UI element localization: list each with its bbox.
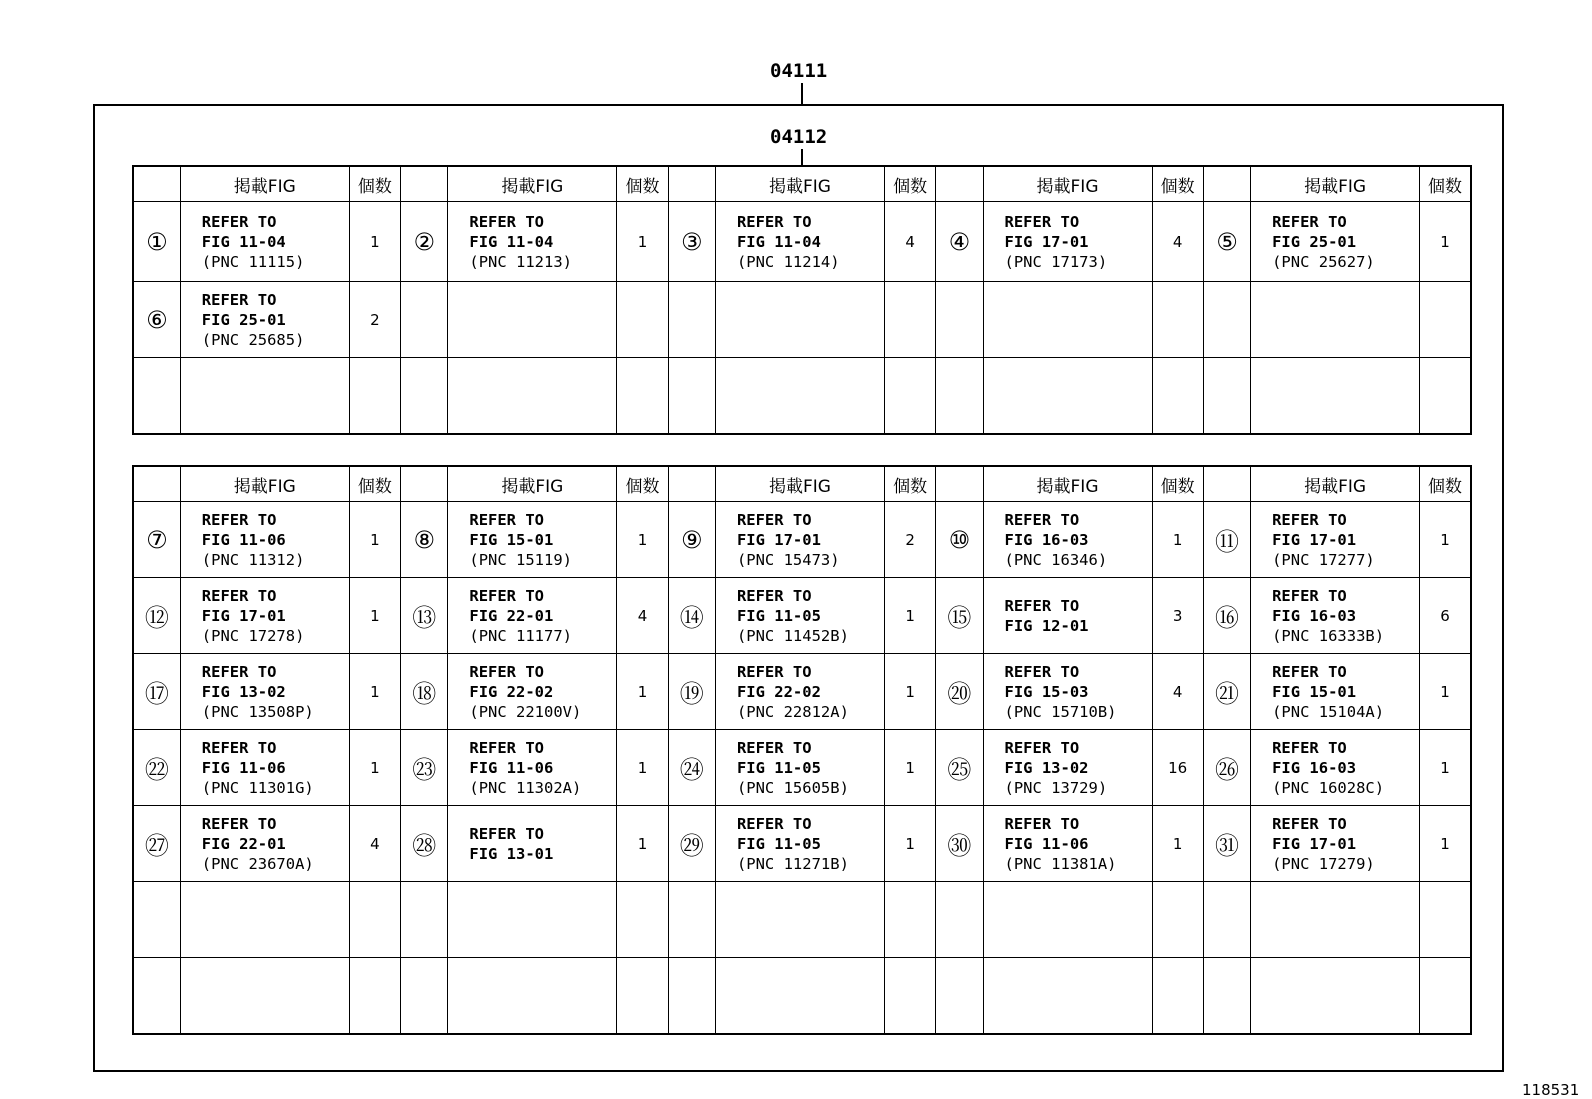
header-num-cell xyxy=(133,166,180,202)
pnc-number: (PNC 25627) xyxy=(1272,252,1375,271)
item-number: ① xyxy=(133,202,180,282)
pnc-number: (PNC 13508P) xyxy=(201,702,314,721)
quantity xyxy=(1420,358,1471,435)
quantity: 1 xyxy=(1152,806,1203,882)
quantity: 1 xyxy=(1420,202,1471,282)
fig-number: FIG 15-01 xyxy=(1272,682,1357,701)
item-number xyxy=(936,958,983,1035)
quantity xyxy=(884,958,935,1035)
item-number: ⑭ xyxy=(668,578,715,654)
item-number: ㉔ xyxy=(668,730,715,806)
fig-reference xyxy=(1251,806,1420,882)
refer-label: REFER TO xyxy=(201,510,277,529)
pnc-number: (PNC 13729) xyxy=(1004,778,1108,797)
header-qty-cell: 個数 xyxy=(1420,466,1471,502)
refer-label: REFER TO xyxy=(736,738,812,757)
header-num-cell xyxy=(1203,466,1250,502)
quantity: 1 xyxy=(884,806,935,882)
item-number: ㉚ xyxy=(936,806,983,882)
item-number: ⑦ xyxy=(133,502,180,578)
quantity xyxy=(349,882,400,958)
header-num-cell xyxy=(936,166,983,202)
item-number xyxy=(133,958,180,1035)
refer-label: REFER TO xyxy=(1004,596,1080,615)
quantity xyxy=(617,958,668,1035)
header-qty-cell: 個数 xyxy=(617,166,668,202)
refer-label: REFER TO xyxy=(201,662,277,681)
refer-label: REFER TO xyxy=(201,586,277,605)
fig-reference xyxy=(715,282,884,358)
fig-number: FIG 11-06 xyxy=(201,758,286,777)
item-number: ⑧ xyxy=(401,502,448,578)
quantity xyxy=(1152,958,1203,1035)
fig-number: FIG 11-04 xyxy=(201,232,286,251)
fig-reference xyxy=(180,502,349,578)
header-fig-cell: 掲載FIG xyxy=(448,466,617,502)
fig-number: FIG 13-01 xyxy=(469,844,554,863)
item-number xyxy=(936,358,983,435)
quantity: 1 xyxy=(1152,502,1203,578)
refer-label: REFER TO xyxy=(201,738,277,757)
pnc-number: (PNC 15119) xyxy=(469,550,573,569)
pnc-number: (PNC 22812A) xyxy=(736,702,849,721)
quantity: 1 xyxy=(349,730,400,806)
pnc-number: (PNC 11452B) xyxy=(736,626,849,645)
header-qty-cell: 個数 xyxy=(884,466,935,502)
header-qty-cell: 個数 xyxy=(349,166,400,202)
table-row xyxy=(133,358,1471,435)
refer-label: REFER TO xyxy=(201,814,277,833)
quantity: 4 xyxy=(617,578,668,654)
quantity xyxy=(884,882,935,958)
header-num-cell xyxy=(1203,166,1250,202)
pnc-number: (PNC 11312) xyxy=(201,550,305,569)
fig-reference xyxy=(180,806,349,882)
fig-reference xyxy=(448,806,617,882)
pnc-number: (PNC 11177) xyxy=(469,626,573,645)
fig-number: FIG 11-06 xyxy=(1004,834,1089,853)
quantity xyxy=(617,282,668,358)
table-row xyxy=(133,502,1471,578)
item-number: ⑮ xyxy=(936,578,983,654)
table-row xyxy=(133,654,1471,730)
header-fig-cell: 掲載FIG xyxy=(448,166,617,202)
header-qty-cell: 個数 xyxy=(349,466,400,502)
fig-reference xyxy=(448,654,617,730)
item-number: ⑨ xyxy=(668,502,715,578)
pnc-number: (PNC 15473) xyxy=(736,550,840,569)
item-number: ㉒ xyxy=(133,730,180,806)
item-number: ⑤ xyxy=(1203,202,1250,282)
assembly-label-outer: 04111 xyxy=(770,60,828,82)
image-id-label: 118531 xyxy=(1522,1081,1580,1099)
quantity xyxy=(1420,882,1471,958)
item-number: ④ xyxy=(936,202,983,282)
quantity xyxy=(884,282,935,358)
quantity: 1 xyxy=(1420,502,1471,578)
refer-label: REFER TO xyxy=(736,510,812,529)
fig-number: FIG 15-01 xyxy=(469,530,554,549)
fig-reference xyxy=(715,958,884,1035)
item-number xyxy=(1203,282,1250,358)
item-number xyxy=(668,882,715,958)
fig-reference xyxy=(983,654,1152,730)
fig-number: FIG 11-05 xyxy=(736,758,821,777)
fig-number: FIG 22-01 xyxy=(201,834,286,853)
fig-reference xyxy=(983,202,1152,282)
fig-number: FIG 11-05 xyxy=(736,606,821,625)
item-number xyxy=(668,958,715,1035)
fig-reference xyxy=(180,958,349,1035)
fig-number: FIG 17-01 xyxy=(201,606,286,625)
quantity: 16 xyxy=(1152,730,1203,806)
fig-number: FIG 11-06 xyxy=(469,758,554,777)
table-row xyxy=(133,882,1471,958)
fig-reference xyxy=(180,578,349,654)
fig-number: FIG 22-01 xyxy=(469,606,554,625)
pnc-number: (PNC 22100V) xyxy=(469,702,582,721)
item-number xyxy=(133,882,180,958)
fig-reference xyxy=(1251,578,1420,654)
refer-label: REFER TO xyxy=(736,814,812,833)
refer-label: REFER TO xyxy=(469,212,545,231)
fig-reference xyxy=(1251,282,1420,358)
quantity: 1 xyxy=(884,730,935,806)
fig-reference xyxy=(983,882,1152,958)
quantity: 1 xyxy=(349,202,400,282)
refer-label: REFER TO xyxy=(1272,212,1347,231)
header-fig-cell: 掲載FIG xyxy=(180,466,349,502)
fig-number: FIG 11-04 xyxy=(469,232,554,251)
item-number xyxy=(936,882,983,958)
refer-label: REFER TO xyxy=(469,738,545,757)
header-qty-cell: 個数 xyxy=(1152,466,1203,502)
fig-reference xyxy=(983,730,1152,806)
item-number: ㉕ xyxy=(936,730,983,806)
fig-reference xyxy=(1251,202,1420,282)
fig-reference xyxy=(1251,654,1420,730)
fig-number: FIG 17-01 xyxy=(1272,530,1357,549)
refer-label: REFER TO xyxy=(469,824,545,843)
item-number: ㉘ xyxy=(401,806,448,882)
item-number: ㉓ xyxy=(401,730,448,806)
item-number: ⑱ xyxy=(401,654,448,730)
header-fig-cell: 掲載FIG xyxy=(1251,466,1420,502)
table-row xyxy=(133,806,1471,882)
fig-number: FIG 17-01 xyxy=(1272,834,1357,853)
item-number xyxy=(936,282,983,358)
refer-label: REFER TO xyxy=(1272,738,1347,757)
item-number xyxy=(133,358,180,435)
assembly-label-inner: 04112 xyxy=(770,126,828,148)
quantity: 4 xyxy=(349,806,400,882)
header-num-cell xyxy=(936,466,983,502)
pnc-number: (PNC 11271B) xyxy=(736,854,849,873)
reference-table-1 xyxy=(132,165,1472,435)
fig-reference xyxy=(448,502,617,578)
header-num-cell xyxy=(401,466,448,502)
fig-reference xyxy=(983,502,1152,578)
fig-number: FIG 16-03 xyxy=(1272,606,1357,625)
fig-reference xyxy=(983,958,1152,1035)
header-fig-cell: 掲載FIG xyxy=(983,166,1152,202)
quantity xyxy=(1420,958,1471,1035)
item-number: ⑯ xyxy=(1203,578,1250,654)
quantity: 1 xyxy=(617,502,668,578)
fig-number: FIG 25-01 xyxy=(1272,232,1357,251)
refer-label: REFER TO xyxy=(201,212,277,231)
fig-reference xyxy=(1251,502,1420,578)
item-number: ㉛ xyxy=(1203,806,1250,882)
refer-label: REFER TO xyxy=(469,510,545,529)
fig-number: FIG 16-03 xyxy=(1004,530,1089,549)
fig-number: FIG 15-03 xyxy=(1004,682,1089,701)
pnc-number: (PNC 15710B) xyxy=(1004,702,1117,721)
quantity xyxy=(349,958,400,1035)
fig-number: FIG 17-01 xyxy=(736,530,821,549)
refer-label: REFER TO xyxy=(1004,510,1080,529)
quantity xyxy=(1420,282,1471,358)
quantity: 6 xyxy=(1420,578,1471,654)
fig-reference xyxy=(1251,730,1420,806)
pnc-number: (PNC 11213) xyxy=(469,252,573,271)
header-qty-cell: 個数 xyxy=(884,166,935,202)
quantity: 1 xyxy=(349,502,400,578)
fig-reference xyxy=(180,730,349,806)
table-row xyxy=(133,730,1471,806)
fig-number: FIG 12-01 xyxy=(1004,616,1089,635)
pnc-number: (PNC 17279) xyxy=(1272,854,1375,873)
pnc-number: (PNC 17278) xyxy=(201,626,305,645)
item-number xyxy=(668,282,715,358)
header-num-cell xyxy=(668,166,715,202)
item-number: ⑪ xyxy=(1203,502,1250,578)
quantity: 4 xyxy=(884,202,935,282)
quantity: 1 xyxy=(349,654,400,730)
header-fig-cell: 掲載FIG xyxy=(983,466,1152,502)
item-number: ㉑ xyxy=(1203,654,1250,730)
header-num-cell xyxy=(133,466,180,502)
fig-number: FIG 22-02 xyxy=(736,682,821,701)
pnc-number: (PNC 11301G) xyxy=(201,778,314,797)
fig-reference xyxy=(448,730,617,806)
header-qty-cell: 個数 xyxy=(1152,166,1203,202)
item-number xyxy=(1203,882,1250,958)
refer-label: REFER TO xyxy=(469,662,545,681)
table-row xyxy=(133,202,1471,282)
fig-number: FIG 16-03 xyxy=(1272,758,1357,777)
item-number: ⑥ xyxy=(133,282,180,358)
fig-reference xyxy=(1251,358,1420,435)
quantity: 3 xyxy=(1152,578,1203,654)
item-number xyxy=(401,958,448,1035)
refer-label: REFER TO xyxy=(1272,510,1347,529)
quantity: 2 xyxy=(884,502,935,578)
quantity xyxy=(1152,358,1203,435)
pnc-number: (PNC 11302A) xyxy=(469,778,582,797)
fig-reference xyxy=(715,654,884,730)
fig-reference xyxy=(180,882,349,958)
item-number: ㉖ xyxy=(1203,730,1250,806)
header-qty-cell: 個数 xyxy=(617,466,668,502)
fig-reference xyxy=(180,282,349,358)
fig-number: FIG 13-02 xyxy=(1004,758,1089,777)
refer-label: REFER TO xyxy=(1004,212,1080,231)
table-row xyxy=(133,578,1471,654)
fig-reference xyxy=(180,202,349,282)
pnc-number: (PNC 15104A) xyxy=(1272,702,1385,721)
quantity: 1 xyxy=(884,654,935,730)
fig-reference xyxy=(1251,882,1420,958)
fig-number: FIG 22-02 xyxy=(469,682,554,701)
quantity: 4 xyxy=(1152,202,1203,282)
header-fig-cell: 掲載FIG xyxy=(1251,166,1420,202)
fig-reference xyxy=(983,578,1152,654)
table-row xyxy=(133,282,1471,358)
fig-reference xyxy=(715,806,884,882)
fig-number: FIG 25-01 xyxy=(201,310,286,329)
fig-reference xyxy=(715,730,884,806)
fig-reference xyxy=(448,882,617,958)
header-num-cell xyxy=(668,466,715,502)
header-num-cell xyxy=(401,166,448,202)
fig-reference xyxy=(180,654,349,730)
fig-number: FIG 11-06 xyxy=(201,530,286,549)
quantity: 2 xyxy=(349,282,400,358)
fig-reference xyxy=(983,282,1152,358)
item-number: ⑫ xyxy=(133,578,180,654)
item-number xyxy=(401,282,448,358)
refer-label: REFER TO xyxy=(1004,738,1080,757)
fig-reference xyxy=(448,202,617,282)
fig-reference xyxy=(448,958,617,1035)
header-qty-cell: 個数 xyxy=(1420,166,1471,202)
quantity: 4 xyxy=(1152,654,1203,730)
item-number: ⑰ xyxy=(133,654,180,730)
item-number xyxy=(1203,958,1250,1035)
quantity: 1 xyxy=(1420,806,1471,882)
quantity: 1 xyxy=(617,202,668,282)
leader-line-outer xyxy=(801,83,803,105)
fig-reference xyxy=(715,358,884,435)
pnc-number: (PNC 16028C) xyxy=(1272,778,1385,797)
refer-label: REFER TO xyxy=(736,212,812,231)
refer-label: REFER TO xyxy=(201,290,277,309)
header-fig-cell: 掲載FIG xyxy=(180,166,349,202)
refer-label: REFER TO xyxy=(736,662,812,681)
pnc-number: (PNC 23670A) xyxy=(201,854,314,873)
pnc-number: (PNC 17173) xyxy=(1004,252,1108,271)
quantity: 1 xyxy=(1420,654,1471,730)
item-number: ② xyxy=(401,202,448,282)
fig-reference xyxy=(1251,958,1420,1035)
fig-reference xyxy=(983,806,1152,882)
item-number: ㉗ xyxy=(133,806,180,882)
pnc-number: (PNC 11115) xyxy=(201,252,305,271)
header-fig-cell: 掲載FIG xyxy=(715,466,884,502)
fig-number: FIG 13-02 xyxy=(201,682,286,701)
pnc-number: (PNC 11214) xyxy=(736,252,840,271)
fig-reference xyxy=(715,502,884,578)
quantity: 1 xyxy=(617,654,668,730)
item-number: ⑩ xyxy=(936,502,983,578)
refer-label: REFER TO xyxy=(1272,814,1347,833)
fig-number: FIG 17-01 xyxy=(1004,232,1089,251)
fig-reference xyxy=(448,358,617,435)
fig-reference xyxy=(448,578,617,654)
quantity xyxy=(617,882,668,958)
quantity: 1 xyxy=(349,578,400,654)
reference-table-2 xyxy=(132,465,1472,1035)
pnc-number: (PNC 11381A) xyxy=(1004,854,1117,873)
table-header-row xyxy=(133,166,1471,202)
item-number xyxy=(401,882,448,958)
fig-number: FIG 11-05 xyxy=(736,834,821,853)
quantity xyxy=(1152,282,1203,358)
refer-label: REFER TO xyxy=(1004,814,1080,833)
quantity xyxy=(1152,882,1203,958)
quantity: 1 xyxy=(884,578,935,654)
table-header-row xyxy=(133,466,1471,502)
quantity xyxy=(349,358,400,435)
item-number: ⑲ xyxy=(668,654,715,730)
fig-reference xyxy=(983,358,1152,435)
item-number xyxy=(401,358,448,435)
table-row xyxy=(133,958,1471,1035)
header-fig-cell: 掲載FIG xyxy=(715,166,884,202)
quantity: 1 xyxy=(617,730,668,806)
refer-label: REFER TO xyxy=(1004,662,1080,681)
pnc-number: (PNC 17277) xyxy=(1272,550,1375,569)
pnc-number: (PNC 15605B) xyxy=(736,778,849,797)
quantity xyxy=(617,358,668,435)
fig-reference xyxy=(715,882,884,958)
item-number: ⑳ xyxy=(936,654,983,730)
fig-reference xyxy=(180,358,349,435)
quantity: 1 xyxy=(1420,730,1471,806)
pnc-number: (PNC 25685) xyxy=(201,330,305,349)
item-number xyxy=(668,358,715,435)
leader-line-inner xyxy=(801,149,803,165)
item-number: ㉙ xyxy=(668,806,715,882)
fig-reference xyxy=(715,202,884,282)
refer-label: REFER TO xyxy=(736,586,812,605)
quantity: 1 xyxy=(617,806,668,882)
item-number: ③ xyxy=(668,202,715,282)
fig-number: FIG 11-04 xyxy=(736,232,821,251)
item-number xyxy=(1203,358,1250,435)
pnc-number: (PNC 16346) xyxy=(1004,550,1108,569)
quantity xyxy=(884,358,935,435)
refer-label: REFER TO xyxy=(1272,586,1347,605)
refer-label: REFER TO xyxy=(1272,662,1347,681)
fig-reference xyxy=(715,578,884,654)
item-number: ⑬ xyxy=(401,578,448,654)
refer-label: REFER TO xyxy=(469,586,545,605)
fig-reference xyxy=(448,282,617,358)
pnc-number: (PNC 16333B) xyxy=(1272,626,1385,645)
